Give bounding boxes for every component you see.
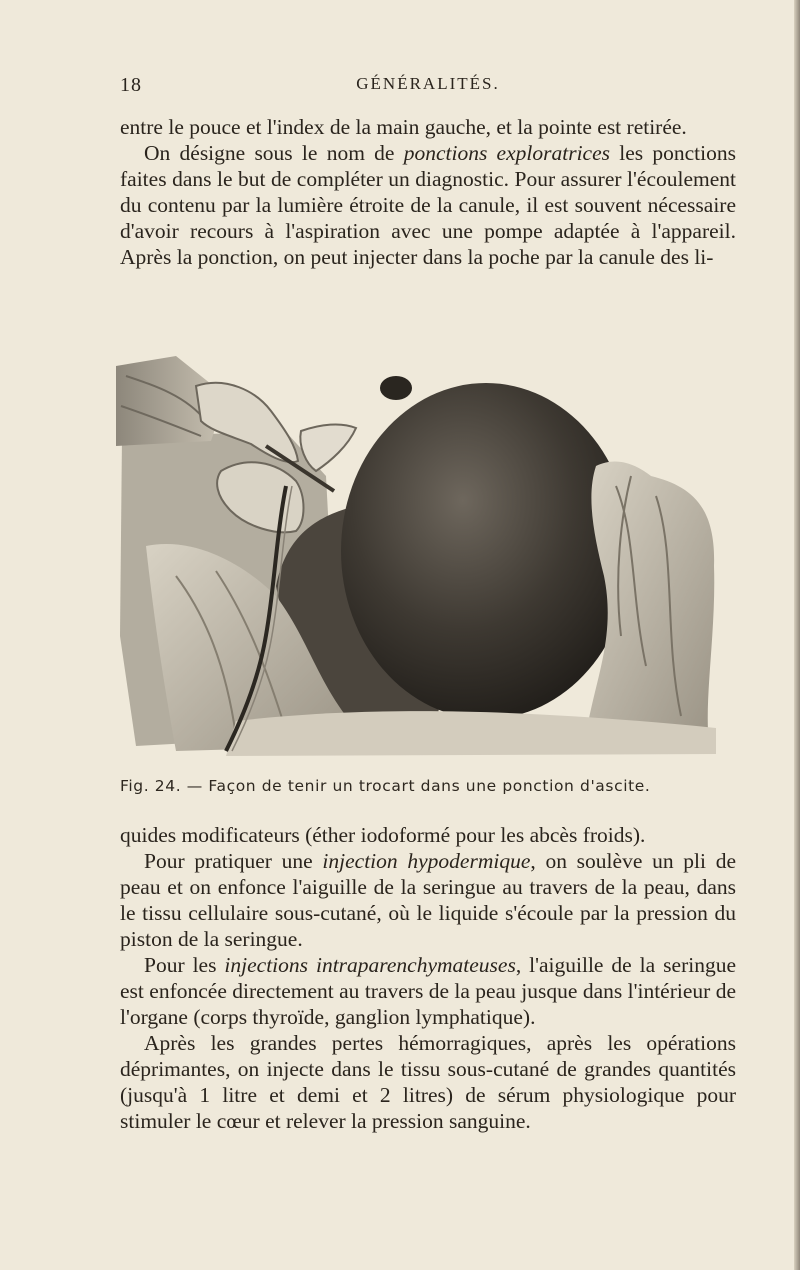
italic-term: injections intraparenchymateuses (224, 953, 516, 977)
paragraph-text: Pour pratiquer une (144, 849, 323, 873)
bottom-text-block (120, 822, 736, 1134)
paragraph (120, 114, 736, 140)
paragraph (120, 140, 736, 270)
running-title: GÉNÉRALITÉS. (356, 74, 500, 93)
paragraph-text: quides modificateurs (éther iodoformé pour les abcès froids). (120, 823, 646, 847)
italic-term: injection hypodermique (322, 849, 531, 873)
paragraph-text: entre le pouce et l'index de la main gauche, et la pointe est retirée. (120, 115, 687, 139)
paragraph-text: , l'aiguille de la seringue est enfoncée directement au travers de la peau jusque dans l'intérieur de l'organe (corps thyroïde, ganglion lymphatique). (120, 953, 736, 1029)
paragraph (120, 952, 736, 1030)
paragraph-text: les ponctions faites dans le but de compléter un diagnostic. Pour assurer l'écoulement du contenu par la lumière étroite de la canule, il est souvent nécessaire d'avoir recours à l'aspiration avec une pompe adaptée à l'appareil. Après la ponction, on peut injecter dans la poche par la canule des li- (120, 141, 736, 269)
paragraph (120, 822, 736, 848)
top-text-block (120, 114, 736, 270)
figure-caption: Fig. 24. — Façon de tenir un trocart dans une ponction d'ascite. (120, 777, 651, 795)
paragraph-text: Pour les (144, 953, 225, 977)
italic-term: ponctions exploratrices (403, 141, 610, 165)
engraving-illustration (116, 336, 722, 766)
paragraph-text: On désigne sous le nom de (144, 141, 404, 165)
paragraph (120, 848, 736, 952)
page-edge (794, 0, 800, 1270)
page-number: 18 (120, 74, 142, 96)
paragraph-text: , on soulève un pli de peau et on enfonce l'aiguille de la seringue au travers de la peau, dans le tissu cellulaire sous-cutané, où le liquide s'écoule par la pression du piston de la seringue. (120, 849, 737, 951)
paragraph (120, 1030, 736, 1134)
page-header (120, 74, 736, 102)
paragraph-text: Après les grandes pertes hémorragiques, après les opérations déprimantes, on injecte dans le tissu sous-cutané de grandes quantités (jusqu'à 1 litre et demi et 2 litres) de sérum physiologique pour stimuler le cœur et relever la pression sanguine. (120, 1031, 736, 1133)
figure-illustration (116, 336, 722, 766)
